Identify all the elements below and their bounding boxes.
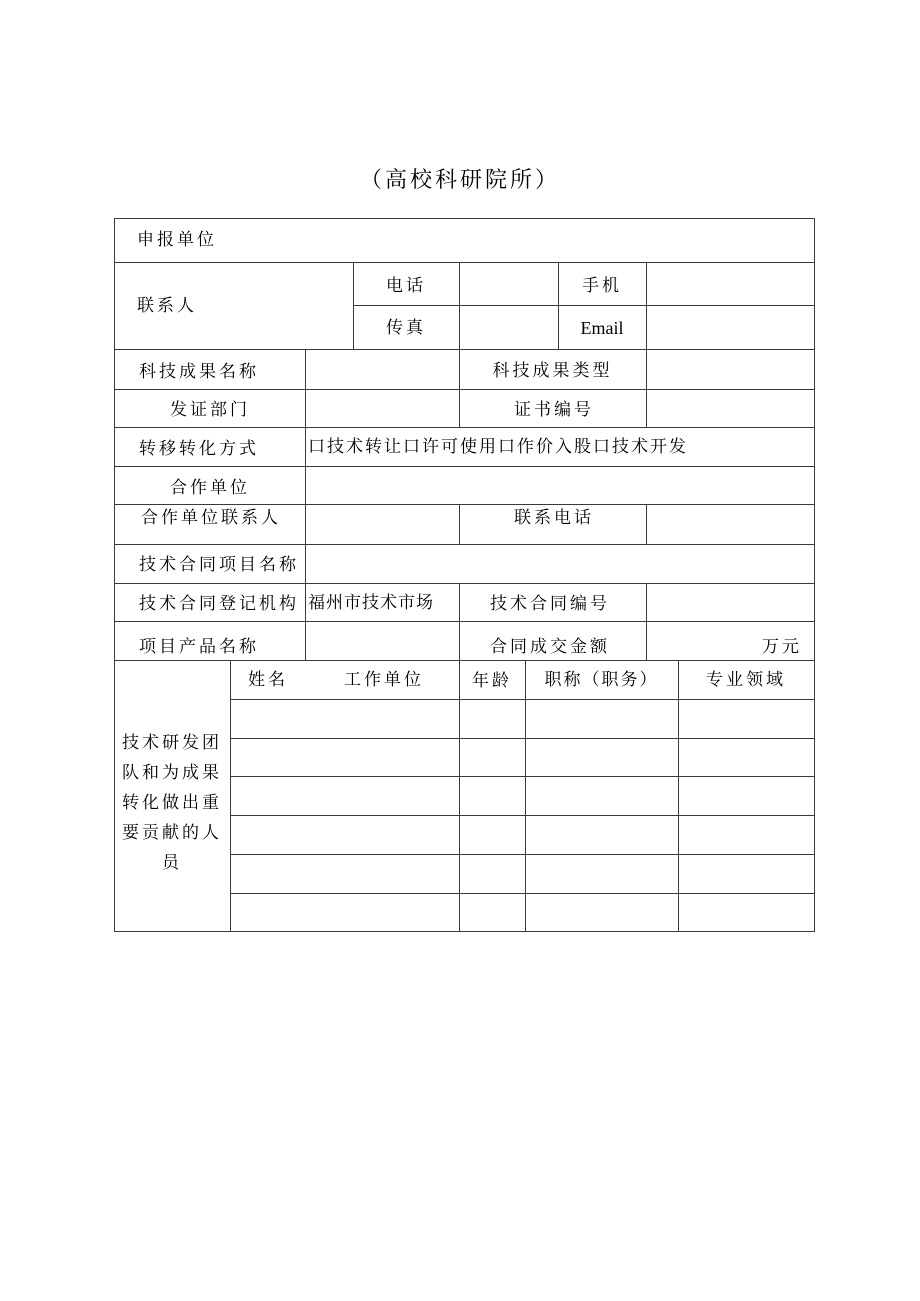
contract-project-name-field[interactable] xyxy=(306,545,814,583)
label-partner-unit: 合作单位 xyxy=(170,478,250,498)
mobile-field[interactable] xyxy=(647,263,814,305)
label-product-name: 项目产品名称 xyxy=(139,637,259,657)
label-contact-person: 联系人 xyxy=(137,296,197,316)
deal-amount-field[interactable] xyxy=(647,622,757,660)
certificate-number-field[interactable] xyxy=(647,390,814,427)
label-transfer-method: 转移转化方式 xyxy=(139,439,259,459)
col-header-field: 专业领域 xyxy=(706,670,786,690)
table-row[interactable] xyxy=(231,739,814,776)
col-header-name: 姓名 xyxy=(248,670,288,690)
fax-field[interactable] xyxy=(460,306,558,349)
label-contract-registry: 技术合同登记机构 xyxy=(139,594,299,614)
product-name-field[interactable] xyxy=(306,622,459,660)
table-border-top xyxy=(114,218,815,219)
table-row[interactable] xyxy=(231,894,814,931)
label-mobile: 手机 xyxy=(582,276,622,296)
col-header-title: 职称（职务） xyxy=(544,670,659,690)
transfer-options-checkboxes[interactable]: 口技术转让口许可使用口作价入股口技术开发 xyxy=(308,437,688,457)
label-phone: 电话 xyxy=(386,276,426,296)
achievement-name-field[interactable] xyxy=(306,350,459,389)
label-fax: 传真 xyxy=(386,318,426,338)
table-row[interactable] xyxy=(231,816,814,854)
table-border-bottom xyxy=(114,931,815,932)
contract-number-field[interactable] xyxy=(647,584,814,621)
application-form-table xyxy=(114,218,815,932)
issuing-department-field[interactable] xyxy=(306,390,459,427)
col-header-age: 年龄 xyxy=(472,671,512,691)
table-row[interactable] xyxy=(231,855,814,893)
label-certificate-number: 证书编号 xyxy=(514,400,594,420)
label-contract-project-name: 技术合同项目名称 xyxy=(139,555,299,575)
col-divider xyxy=(459,583,460,661)
table-border-right xyxy=(814,218,815,932)
label-achievement-type: 科技成果类型 xyxy=(492,361,613,381)
amount-unit: 万元 xyxy=(762,637,802,657)
label-partner-contact: 合作单位联系人 xyxy=(141,508,281,528)
label-issuing-department: 发证部门 xyxy=(170,400,250,420)
label-email: Email xyxy=(580,318,624,338)
contract-registry-value: 福州市技术市场 xyxy=(308,593,434,613)
partner-contact-field[interactable] xyxy=(306,505,459,544)
label-achievement-name: 科技成果名称 xyxy=(139,362,259,382)
form-title: （高校科研院所） xyxy=(359,168,560,193)
contact-phone-field[interactable] xyxy=(647,505,814,544)
col-divider xyxy=(459,504,460,545)
row-divider xyxy=(114,660,815,661)
table-row[interactable] xyxy=(231,777,814,815)
phone-field[interactable] xyxy=(460,263,558,305)
label-applicant-unit: 申报单位 xyxy=(137,230,217,250)
label-deal-amount: 合同成交金额 xyxy=(490,637,610,657)
label-team: 技术研发团队和为成果转化做出重要贡献的人员 xyxy=(122,733,222,873)
label-contract-number: 技术合同编号 xyxy=(490,594,610,614)
col-header-work-unit: 工作单位 xyxy=(344,670,424,690)
partner-unit-field[interactable] xyxy=(306,467,814,504)
table-row[interactable] xyxy=(231,700,814,738)
label-contact-phone: 联系电话 xyxy=(514,508,594,528)
email-field[interactable] xyxy=(647,306,814,349)
achievement-type-field[interactable] xyxy=(647,350,814,389)
row-divider xyxy=(114,427,815,428)
